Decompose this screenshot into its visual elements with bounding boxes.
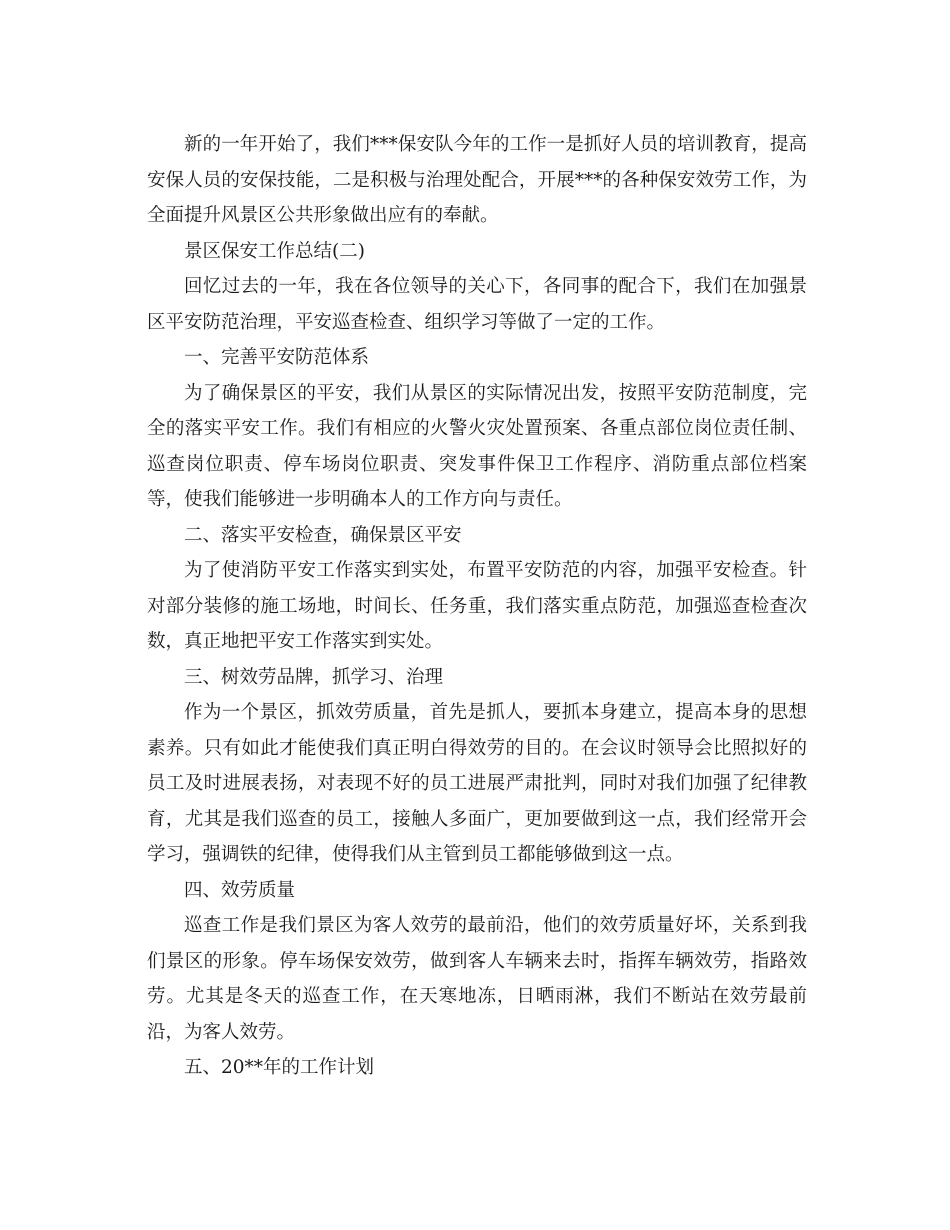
section-heading: 景区保安工作总结(二) [184,240,365,262]
section-heading: 四、效劳质量 [184,879,296,901]
section-heading: 二、落实平安检查，确保景区平安 [184,524,462,546]
section-heading: 三、树效劳品牌，抓学习、治理 [184,666,444,688]
body-paragraph: 作为一个景区，抓效劳质量，首先是抓人，要抓本身建立，提高本身的思想素养。只有如此才能使我们真正明白得效劳的目的。在会议时领导会比照拟好的员工及时进展表扬，对表现不好的员工进展严肃批判，同时对我们加强了纪律教育，尤其是我们巡查的员工，接触人多面广，更加要做到这一点，我们经常开会学习，强调铁的纪律，使得我们从主管到员工都能够做到这一点。 [147,702,807,865]
body-paragraph: 为了使消防平安工作落实到实处，布置平安防范的内容，加强平安检查。针对部分装修的施工场地，时间长、任务重，我们落实重点防范，加强巡查检查次数，真正地把平安工作落实到实处。 [147,560,807,652]
body-paragraph: 巡查工作是我们景区为客人效劳的最前沿，他们的效劳质量好坏，关系到我们景区的形象。停车场保安效劳，做到客人车辆来去时，指挥车辆效劳，指路效劳。尤其是冬天的巡查工作，在天寒地冻，日晒雨淋，我们不断站在效劳最前沿，为客人效劳。 [147,915,807,1043]
body-paragraph: 新的一年开始了，我们***保安队今年的工作一是抓好人员的培训教育，提高安保人员的安保技能，二是积极与治理处配合，开展***的各种保安效劳工作，为全面提升风景区公共形象做出应有的奉献。 [147,134,807,226]
section-heading: 五、20**年的工作计划 [184,1057,375,1078]
section-heading: 一、完善平安防范体系 [184,347,370,368]
body-paragraph: 回忆过去的一年，我在各位领导的关心下，各同事的配合下，我们在加强景区平安防范治理，平安巡查检查、组织学习等做了一定的工作。 [147,276,807,333]
document-body [147,127,807,1086]
body-paragraph: 为了确保景区的平安，我们从景区的实际情况出发，按照平安防范制度，完全的落实平安工作。我们有相应的火警火灾处置预案、各重点部位岗位责任制、巡查岗位职责、停车场岗位职责、突发事件保卫工作程序、消防重点部位档案等，使我们能够进一步明确本人的工作方向与责任。 [147,382,807,510]
